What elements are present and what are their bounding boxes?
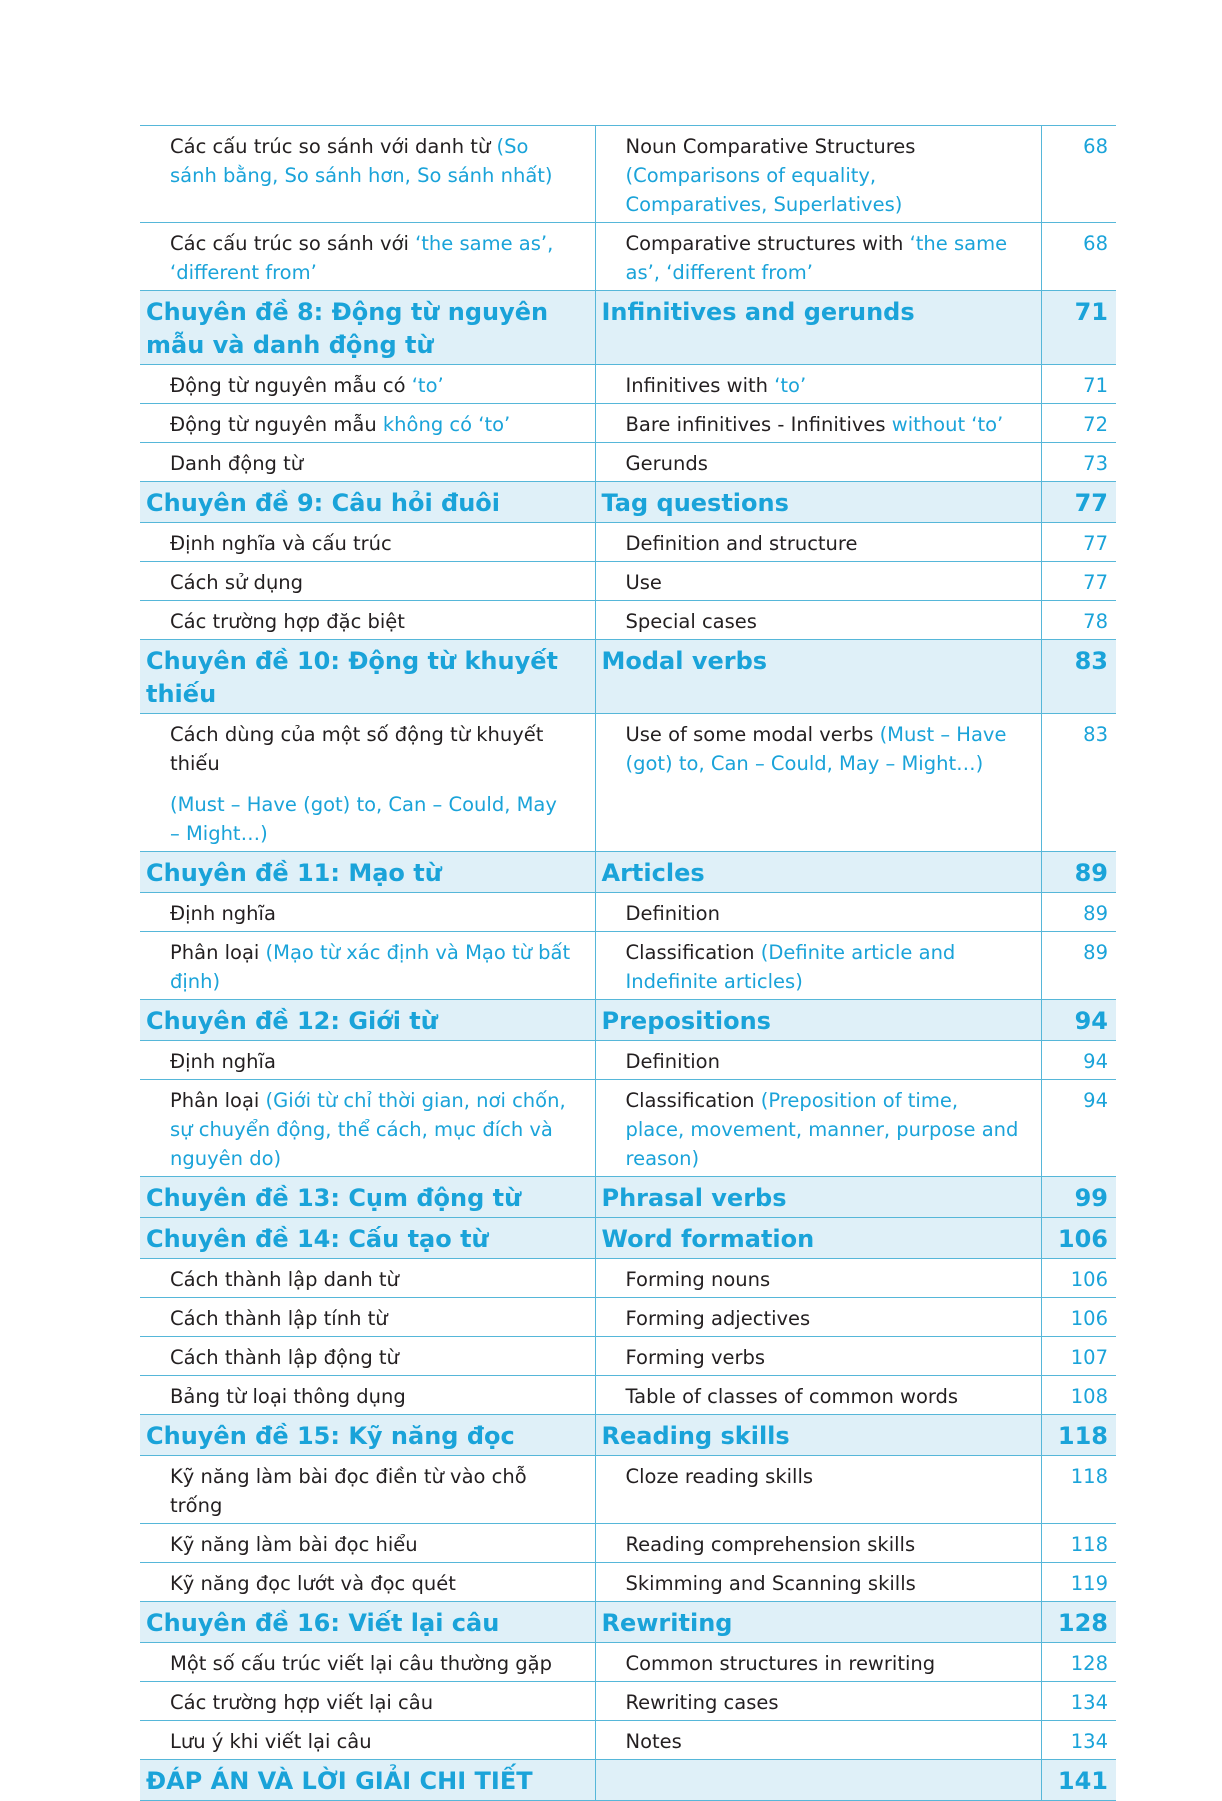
title-text: Phân loại [170,1089,266,1112]
vietnamese-title [140,1721,595,1760]
page-number: 106 [1041,1259,1116,1298]
english-title [595,1041,1041,1080]
chapter-row[interactable] [140,1415,1116,1456]
topic-row[interactable] [140,601,1116,640]
topic-row[interactable] [140,443,1116,482]
title-text: ĐÁP ÁN VÀ LỜI GIẢI CHI TIẾT [146,1767,533,1795]
title-text: Chuyên đề 13: Cụm động từ [146,1184,522,1212]
title-text: Cách thành lập danh từ [170,1268,399,1291]
title-note: (Must – Have (got) to, Can – Could, May – Might…) [170,793,557,845]
vietnamese-title [140,1080,595,1177]
topic-row[interactable] [140,365,1116,404]
english-title [595,365,1041,404]
english-title [595,893,1041,932]
topic-row[interactable] [140,893,1116,932]
page-number: 119 [1041,1563,1116,1602]
page-number: 128 [1041,1643,1116,1682]
english-title [595,1177,1041,1218]
english-title [595,291,1041,365]
page-number: 89 [1041,852,1116,893]
vietnamese-title [140,893,595,932]
english-title [595,1524,1041,1563]
page-number: 106 [1041,1218,1116,1259]
title-text: Special cases [625,610,757,633]
title-text: Cách thành lập tính từ [170,1307,388,1330]
english-title [595,1643,1041,1682]
title-highlight: (Mạo từ xác định và Mạo từ bất định) [170,941,571,993]
page-number: 77 [1041,523,1116,562]
chapter-row[interactable] [140,852,1116,893]
page-number: 68 [1041,223,1116,291]
title-text: Definition [625,902,720,925]
english-title [595,523,1041,562]
topic-row[interactable] [140,714,1116,852]
chapter-row[interactable] [140,1218,1116,1259]
topic-row[interactable] [140,1080,1116,1177]
vietnamese-title [140,1337,595,1376]
page-number: 77 [1041,482,1116,523]
title-highlight: (Must – Have (got) to, Can – Could, May – Might…) [625,723,1007,775]
topic-row[interactable] [140,562,1116,601]
vietnamese-title [140,1177,595,1218]
page-number: 71 [1041,291,1116,365]
title-text: Forming adjectives [625,1307,811,1330]
title-text: Lưu ý khi viết lại câu [170,1730,372,1753]
topic-row[interactable] [140,1337,1116,1376]
title-text: Infinitives with [625,374,775,397]
page-number: 106 [1041,1298,1116,1337]
title-text: Prepositions [601,1007,771,1035]
page-number: 78 [1041,601,1116,640]
title-text: Comparative structures with [625,232,910,255]
topic-row[interactable] [140,223,1116,291]
title-highlight: (Giới từ chỉ thời gian, nơi chốn, sự chuyển động, thể cách, mục đích và nguyên do) [170,1089,566,1170]
vietnamese-title [140,640,595,714]
page-number: 71 [1041,365,1116,404]
page-number: 118 [1041,1415,1116,1456]
vietnamese-title [140,562,595,601]
title-text: Phân loại [170,941,266,964]
page-number: 107 [1041,1337,1116,1376]
title-text: Kỹ năng làm bài đọc điền từ vào chỗ trống [170,1465,527,1517]
english-title [595,601,1041,640]
english-title [595,640,1041,714]
vietnamese-title [140,1041,595,1080]
vietnamese-title [140,291,595,365]
vietnamese-title [140,1602,595,1643]
title-text: Các trường hợp viết lại câu [170,1691,434,1714]
title-highlight: ‘the same as’, ‘different from’ [625,232,1008,284]
title-text: Bare infinitives - Infinitives [625,413,892,436]
page-number: 68 [1041,126,1116,223]
vietnamese-title [140,1524,595,1563]
page-number: 89 [1041,893,1116,932]
title-text: Definition and structure [625,532,858,555]
title-text: Một số cấu trúc viết lại câu thường gặp [170,1652,553,1675]
english-title [595,1602,1041,1643]
page-number: 73 [1041,443,1116,482]
vietnamese-title [140,404,595,443]
topic-row[interactable] [140,1376,1116,1415]
title-text: Classification [625,1089,761,1112]
vietnamese-title [140,1415,595,1456]
vietnamese-title [140,601,595,640]
title-text: Forming verbs [625,1346,766,1369]
topic-row[interactable] [140,523,1116,562]
title-highlight: không có ‘to’ [382,413,511,436]
vietnamese-title [140,523,595,562]
page-number: 77 [1041,562,1116,601]
vietnamese-title [140,932,595,1000]
chapter-row[interactable] [140,640,1116,714]
title-text: Chuyên đề 14: Cấu tạo từ [146,1225,489,1253]
title-text: Skimming and Scanning skills [625,1572,916,1595]
english-title [595,1259,1041,1298]
page-number: 94 [1041,1041,1116,1080]
vietnamese-title [140,1376,595,1415]
title-text: Danh động từ [170,452,304,475]
vietnamese-title [140,482,595,523]
title-highlight: (So sánh bằng, So sánh hơn, So sánh nhất) [170,135,553,187]
title-text: Định nghĩa [170,902,276,925]
title-text: Kỹ năng đọc lướt và đọc quét [170,1572,456,1595]
title-highlight: without ‘to’ [891,413,1004,436]
topic-row[interactable] [140,1259,1116,1298]
title-text: Chuyên đề 8: Động từ nguyên mẫu và danh động từ [146,298,549,359]
page-number: 89 [1041,932,1116,1000]
toc-body [140,126,1116,1801]
title-text: Infinitives and gerunds [601,298,915,326]
title-text: Reading comprehension skills [625,1533,916,1556]
english-title [595,1721,1041,1760]
english-title [595,1298,1041,1337]
vietnamese-title [140,1643,595,1682]
title-text: Common structures in rewriting [625,1652,936,1675]
title-text: Kỹ năng làm bài đọc hiểu [170,1533,418,1556]
chapter-row[interactable] [140,482,1116,523]
english-title [595,562,1041,601]
english-title [595,1000,1041,1041]
page-number: 118 [1041,1524,1116,1563]
title-text: Động từ nguyên mẫu có [170,374,412,397]
vietnamese-title [140,223,595,291]
english-title [595,126,1041,223]
title-text: Articles [601,859,705,887]
title-text: Chuyên đề 16: Viết lại câu [146,1609,500,1637]
topic-row[interactable] [140,1721,1116,1760]
topic-row[interactable] [140,932,1116,1000]
english-title [595,404,1041,443]
title-text: Use of some modal verbs [625,723,880,746]
title-highlight: ‘the same as’, ‘different from’ [170,232,554,284]
title-text: Modal verbs [601,647,768,675]
vietnamese-title [140,1563,595,1602]
vietnamese-title [140,1000,595,1041]
chapter-row[interactable] [140,1000,1116,1041]
english-title [595,852,1041,893]
title-text: Rewriting [601,1609,733,1637]
title-highlight: (Preposition of time, place, movement, manner, purpose and reason) [625,1089,1019,1170]
title-highlight: (Definite article and Indefinite articles) [625,941,956,993]
page-number: 118 [1041,1456,1116,1524]
title-text: Use [625,571,662,594]
page-number: 99 [1041,1177,1116,1218]
title-text: Rewriting cases [625,1691,779,1714]
english-title [595,1376,1041,1415]
title-text: Table of classes of common words [625,1385,959,1408]
english-title [595,1415,1041,1456]
title-text: Word formation [601,1225,815,1253]
vietnamese-title [140,1298,595,1337]
english-title [595,1563,1041,1602]
english-title [595,1218,1041,1259]
title-text: Reading skills [601,1422,790,1450]
title-text: Cách dùng của một số động từ khuyết thiếu [170,723,544,775]
title-text: Chuyên đề 9: Câu hỏi đuôi [146,489,500,517]
vietnamese-title [140,714,595,852]
title-highlight: ‘to’ [774,374,807,397]
page-number: 134 [1041,1721,1116,1760]
page-number: 94 [1041,1080,1116,1177]
title-text: Classification [625,941,761,964]
page-number: 108 [1041,1376,1116,1415]
page-number: 128 [1041,1602,1116,1643]
title-text: Động từ nguyên mẫu [170,413,383,436]
vietnamese-title [140,1682,595,1721]
title-text: Notes [625,1730,682,1753]
english-title [595,1456,1041,1524]
table-of-contents [140,125,1116,1801]
english-title [595,1337,1041,1376]
title-text: Các trường hợp đặc biệt [170,610,405,633]
title-text: Chuyên đề 10: Động từ khuyết thiếu [146,647,558,708]
topic-row[interactable] [140,1041,1116,1080]
vietnamese-title [140,126,595,223]
english-title [595,223,1041,291]
title-text: Definition [625,1050,720,1073]
title-highlight: (Comparisons of equality, Comparatives, Superlatives) [625,164,903,216]
page-number: 134 [1041,1682,1116,1721]
title-text: Chuyên đề 11: Mạo từ [146,859,442,887]
vietnamese-title [140,852,595,893]
title-text: Bảng từ loại thông dụng [170,1385,406,1408]
english-title [595,1080,1041,1177]
title-text: Gerunds [625,452,708,475]
vietnamese-title [140,365,595,404]
vietnamese-title [140,1259,595,1298]
page-number: 141 [1041,1760,1116,1801]
chapter-row[interactable] [140,1177,1116,1218]
title-text: Các cấu trúc so sánh với [170,232,416,255]
title-text: Cách thành lập động từ [170,1346,399,1369]
topic-row[interactable] [140,126,1116,223]
topic-row[interactable] [140,1456,1116,1524]
topic-row[interactable] [140,1643,1116,1682]
title-text: Chuyên đề 15: Kỹ năng đọc [146,1422,515,1450]
page-number: 83 [1041,640,1116,714]
title-text: Định nghĩa [170,1050,276,1073]
english-title [595,714,1041,852]
title-text: Cách sử dụng [170,571,304,594]
english-title [595,1682,1041,1721]
topic-row[interactable] [140,1563,1116,1602]
page-number: 83 [1041,714,1116,852]
title-text: Forming nouns [625,1268,771,1291]
title-text: Chuyên đề 12: Giới từ [146,1007,438,1035]
english-title [595,932,1041,1000]
english-title [595,443,1041,482]
title-text: Cloze reading skills [625,1465,814,1488]
page-number: 94 [1041,1000,1116,1041]
chapter-row[interactable] [140,1602,1116,1643]
title-text: Phrasal verbs [601,1184,787,1212]
topic-row[interactable] [140,404,1116,443]
topic-row[interactable] [140,1682,1116,1721]
title-text: Tag questions [601,489,789,517]
title-text: Các cấu trúc so sánh với danh từ [170,135,497,158]
english-title [595,482,1041,523]
vietnamese-title [140,1218,595,1259]
chapter-row[interactable] [140,291,1116,365]
vietnamese-title [140,1456,595,1524]
title-text: Định nghĩa và cấu trúc [170,532,392,555]
title-text: Noun Comparative Structures [625,135,916,158]
title-highlight: ‘to’ [411,374,444,397]
topic-row[interactable] [140,1298,1116,1337]
vietnamese-title [140,443,595,482]
topic-row[interactable] [140,1524,1116,1563]
page-number: 72 [1041,404,1116,443]
